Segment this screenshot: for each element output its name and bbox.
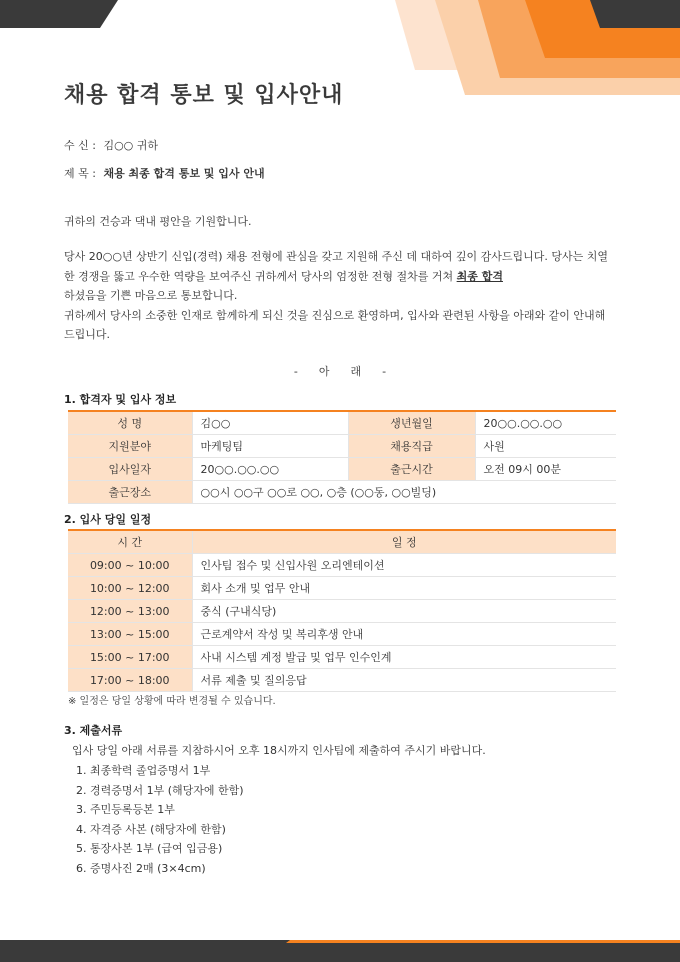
schedule-time: 13:00 ~ 15:00 bbox=[68, 623, 192, 646]
table-row bbox=[68, 481, 616, 504]
final-pass-highlight: 최종 합격 bbox=[456, 269, 503, 283]
recipient-line bbox=[64, 137, 158, 153]
section2-title: 2. 입사 당일 일정 bbox=[64, 513, 152, 526]
schedule-time: 09:00 ~ 10:00 bbox=[68, 554, 192, 577]
value-start-date: 20○○.○○.○○ bbox=[192, 458, 348, 481]
table-row bbox=[68, 669, 616, 692]
schedule-time: 12:00 ~ 13:00 bbox=[68, 600, 192, 623]
recipient-value: 김○○ 귀하 bbox=[103, 139, 159, 152]
schedule-item: 중식 (구내식당) bbox=[192, 600, 616, 623]
section3-title: 3. 제출서류 bbox=[64, 724, 123, 737]
list-item: 3. 주민등록등본 1부 bbox=[76, 803, 175, 816]
list-item: 4. 자격증 사본 (해당자에 한함) bbox=[76, 822, 226, 836]
notice-divider: - 아 래 - bbox=[293, 365, 387, 378]
label-field: 지원분야 bbox=[68, 435, 192, 458]
schedule-time: 15:00 ~ 17:00 bbox=[68, 646, 192, 669]
document-title: 채용 합격 통보 및 입사안내 bbox=[64, 83, 344, 108]
schedule-item: 인사팀 접수 및 신입사원 오리엔테이션 bbox=[192, 554, 616, 577]
value-rank: 사원 bbox=[475, 435, 616, 458]
documents-intro: 입사 당일 아래 서류를 지참하시어 오후 18시까지 인사팀에 제출하여 주시기 바랍니다. bbox=[72, 744, 486, 757]
schedule-time: 17:00 ~ 18:00 bbox=[68, 669, 192, 692]
table-row bbox=[68, 577, 616, 600]
label-work-time: 출근시간 bbox=[348, 458, 475, 481]
table-header-row bbox=[68, 530, 616, 554]
body-paragraph-1: 당사 20○○년 상반기 신입(경력) 채용 전형에 관심을 갖고 지원해 주신 데 대하여 깊이 감사드립니다. 당사는 치열한 경쟁을 뚫고 우수한 역량을 보여주신 귀하께서 당사의 엄정한 전형 절차를 거쳐 최종 합격 하셨음을 기쁜 마음으로 통보합니다. bbox=[64, 250, 609, 302]
list-item: 6. 증명사진 2매 (3×4cm) bbox=[76, 861, 206, 875]
table-row bbox=[68, 411, 616, 435]
header-time: 시 간 bbox=[68, 530, 192, 554]
subject-value: 채용 최종 합격 통보 및 입사 안내 bbox=[103, 167, 265, 180]
value-location: ○○시 ○○구 ○○로 ○○, ○층 (○○동, ○○빌딩) bbox=[192, 481, 616, 504]
schedule-item: 서류 제출 및 질의응답 bbox=[192, 669, 616, 692]
recipient-label: 수 신 : bbox=[64, 139, 96, 152]
body-text bbox=[64, 247, 616, 345]
label-start-date: 입사일자 bbox=[68, 458, 192, 481]
value-field: 마케팅팀 bbox=[192, 435, 348, 458]
subject-line bbox=[64, 165, 265, 181]
table-row bbox=[68, 554, 616, 577]
value-name: 김○○ bbox=[192, 411, 348, 435]
body-paragraph-2: 귀하께서 당사의 소중한 인재로 함께하게 되신 것을 진심으로 환영하며, 입사와 관련된 사항을 아래와 같이 안내해 드립니다. bbox=[64, 308, 606, 341]
label-birthdate: 생년월일 bbox=[348, 411, 475, 435]
label-name: 성 명 bbox=[68, 411, 192, 435]
schedule-table bbox=[68, 529, 616, 692]
greeting: 귀하의 건승과 댁내 평안을 기원합니다. bbox=[64, 215, 252, 228]
schedule-time: 10:00 ~ 12:00 bbox=[68, 577, 192, 600]
subject-label: 제 목 : bbox=[64, 167, 96, 180]
list-item: 5. 통장사본 1부 (급여 입금용) bbox=[76, 842, 223, 855]
section1-title: 1. 합격자 및 입사 정보 bbox=[64, 393, 177, 406]
schedule-item: 사내 시스템 계정 발급 및 업무 인수인계 bbox=[192, 646, 616, 669]
header-schedule: 일 정 bbox=[192, 530, 616, 554]
schedule-item: 근로계약서 작성 및 복리후생 안내 bbox=[192, 623, 616, 646]
footer-decoration bbox=[0, 934, 680, 962]
list-item: 1. 최종학력 졸업증명서 1부 bbox=[76, 764, 211, 777]
value-work-time: 오전 09시 00분 bbox=[475, 458, 616, 481]
value-birthdate: 20○○.○○.○○ bbox=[475, 411, 616, 435]
schedule-note: ※ 일정은 당일 상황에 따라 변경될 수 있습니다. bbox=[68, 696, 276, 707]
documents-list bbox=[76, 761, 244, 878]
table-row bbox=[68, 458, 616, 481]
table-row bbox=[68, 435, 616, 458]
list-item: 2. 경력증명서 1부 (해당자에 한함) bbox=[76, 783, 244, 797]
label-rank: 채용직급 bbox=[348, 435, 475, 458]
schedule-item: 회사 소개 및 업무 안내 bbox=[192, 577, 616, 600]
label-location: 출근장소 bbox=[68, 481, 192, 504]
table-row bbox=[68, 646, 616, 669]
table-row bbox=[68, 623, 616, 646]
applicant-info-table bbox=[68, 410, 616, 504]
table-row bbox=[68, 600, 616, 623]
